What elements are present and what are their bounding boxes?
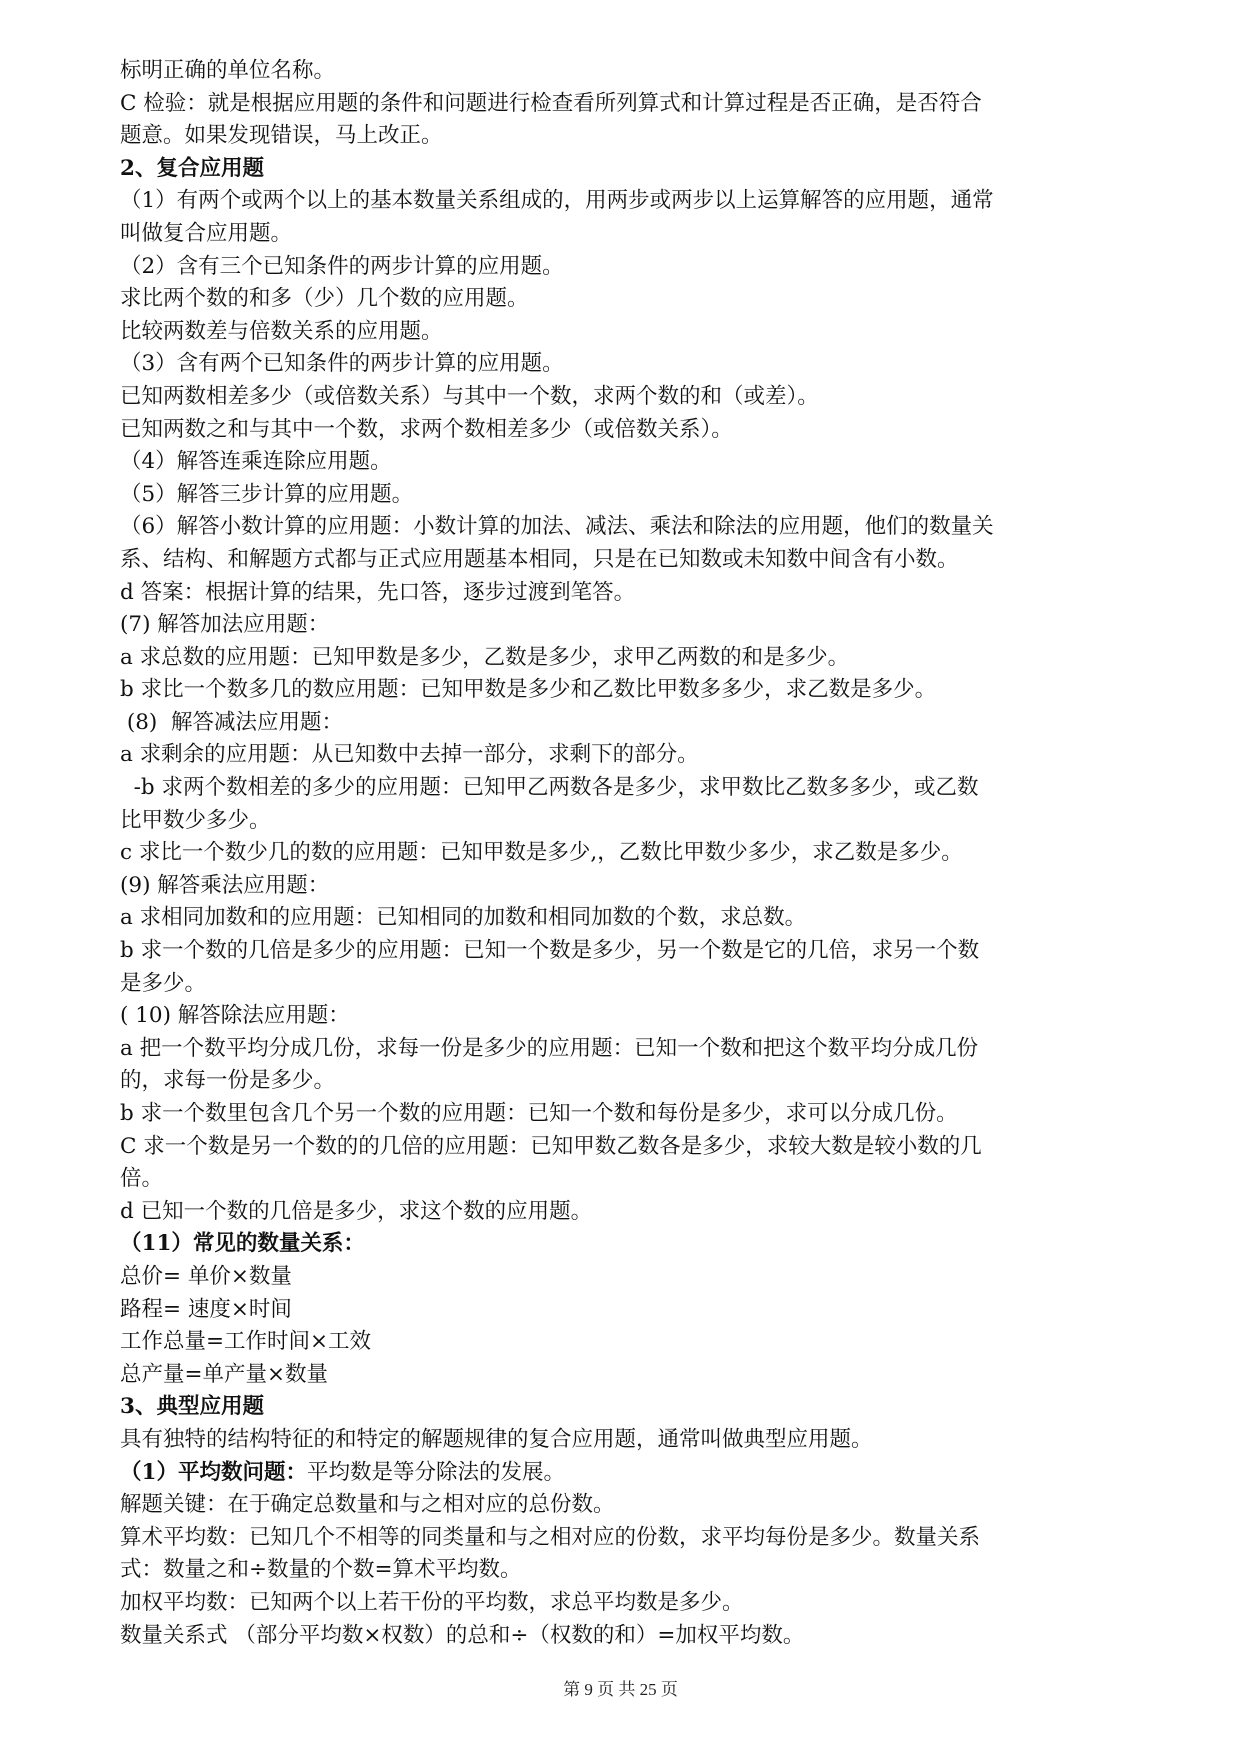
text-line: 比较两数差与倍数关系的应用题。	[120, 318, 443, 344]
text-line: d 已知一个数的几倍是多少，求这个数的应用题。	[120, 1198, 593, 1224]
text-line: 具有独特的结构特征的和特定的解题规律的复合应用题，通常叫做典型应用题。	[120, 1426, 873, 1452]
text-line: b 求一个数的几倍是多少的应用题：已知一个数是多少，另一个数是它的几倍，求另一个数	[120, 938, 980, 964]
text-line: 系、结构、和解题方式都与正式应用题基本相同，只是在已知数或未知数中间含有小数。	[120, 546, 959, 572]
text-line: 加权平均数：已知两个以上若干份的平均数，求总平均数是多少。	[120, 1589, 744, 1615]
text-line: d 答案：根据计算的结果，先口答，逐步过渡到笔答。	[120, 579, 636, 605]
text-line: a 求剩余的应用题：从已知数中去掉一部分，求剩下的部分。	[120, 742, 699, 768]
text-line: b 求比一个数多几的数应用题：已知甲数是多少和乙数比甲数多多少，求乙数是多少。	[120, 677, 937, 703]
text-line: (7) 解答加法应用题：	[120, 612, 330, 638]
text-line: （2）含有三个已知条件的两步计算的应用题。	[120, 253, 564, 279]
text-line: 是多少。	[120, 970, 207, 996]
text-line: （1）有两个或两个以上的基本数量关系组成的，用两步或两步以上运算解答的应用题，通常	[120, 188, 994, 214]
text-line: b 求一个数里包含几个另一个数的应用题：已知一个数和每份是多少，求可以分成几份。	[120, 1101, 958, 1126]
text-line: 总产量=单产量×数量	[120, 1361, 329, 1387]
text-line: c 求比一个数少几的数的应用题：已知甲数是多少,，乙数比甲数少多少，求乙数是多少。	[120, 840, 963, 866]
text-line: （4）解答连乘连除应用题。	[120, 449, 392, 475]
text-line: 2、复合应用题	[120, 155, 264, 181]
text-line: （5）解答三步计算的应用题。	[120, 481, 414, 507]
text-line: (8) 解答减法应用题：	[120, 709, 343, 735]
text-line: 路程= 速度×时间	[120, 1296, 292, 1322]
text-line: C 检验：就是根据应用题的条件和问题进行检查看所列算式和计算过程是否正确，是否符合	[120, 90, 982, 116]
document-body	[120, 55, 1130, 1652]
text-line: 数量关系式 （部分平均数×权数）的总和÷（权数的和）=加权平均数。	[120, 1622, 805, 1648]
text-line: 已知两数之和与其中一个数，求两个数相差多少（或倍数关系）。	[120, 416, 733, 442]
text-line: （6）解答小数计算的应用题：小数计算的加法、减法、乘法和除法的应用题，他们的数量关	[120, 514, 994, 540]
bold-text-segment: （1）平均数问题：	[120, 1459, 307, 1485]
text-line: （11）常见的数量关系：	[120, 1231, 365, 1257]
text-line: C 求一个数是另一个数的的几倍的应用题：已知甲数乙数各是多少，求较大数是较小数的几	[120, 1133, 982, 1159]
page-footer: 第 9 页 共 25 页	[563, 1680, 678, 1699]
text-line: 题意。如果发现错误，马上改正。	[120, 123, 443, 149]
text-line: 比甲数少多少。	[120, 807, 271, 833]
text-line: 式：数量之和÷数量的个数=算术平均数。	[120, 1557, 522, 1583]
text-line: 标明正确的单位名称。	[120, 58, 336, 83]
text-line: 算术平均数：已知几个不相等的同类量和与之相对应的份数，求平均每份是多少。数量关系	[120, 1524, 981, 1550]
text-line: a 求总数的应用题：已知甲数是多少，乙数是多少，求甲乙两数的和是多少。	[120, 644, 850, 670]
text-line: (9) 解答乘法应用题：	[120, 872, 330, 898]
text-line: （3）含有两个已知条件的两步计算的应用题。	[120, 351, 564, 377]
text-line: 已知两数相差多少（或倍数关系）与其中一个数，求两个数的和（或差）。	[120, 383, 819, 409]
text-line: 3、典型应用题	[120, 1394, 264, 1420]
text-line: 倍。	[120, 1166, 164, 1192]
text-line: ( 10) 解答除法应用题：	[120, 1003, 350, 1029]
text-line: 工作总量=工作时间×工效	[120, 1329, 372, 1355]
text-line: 的，求每一份是多少。	[120, 1068, 336, 1094]
text-line: a 把一个数平均分成几份，求每一份是多少的应用题：已知一个数和把这个数平均分成几份	[120, 1035, 979, 1061]
text-line: a 求相同加数和的应用题：已知相同的加数和相同加数的个数，求总数。	[120, 905, 807, 931]
text-line: 解题关键：在于确定总数量和与之相对应的总份数。	[120, 1492, 615, 1518]
text-segment: 平均数是等分除法的发展。	[306, 1459, 565, 1485]
text-line: 叫做复合应用题。	[120, 220, 293, 246]
text-line: 求比两个数的和多（少）几个数的应用题。	[120, 286, 529, 312]
text-line: -b 求两个数相差的多少的应用题：已知甲乙两数各是多少，求甲数比乙数多多少，或乙数	[120, 775, 979, 801]
text-line	[120, 1457, 1130, 1490]
text-line: 总价= 单价×数量	[120, 1263, 292, 1289]
